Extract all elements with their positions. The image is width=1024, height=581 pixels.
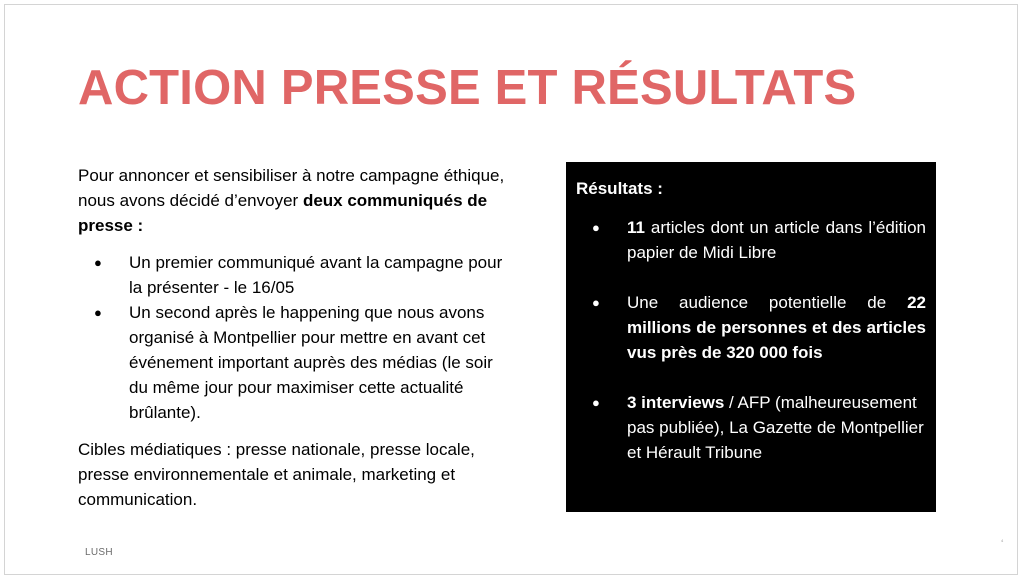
- result-bold-text: 3 interviews: [627, 393, 725, 412]
- slide-title: ACTION PRESSE ET RÉSULTATS: [78, 61, 857, 115]
- result-item: [576, 215, 926, 265]
- footer-brand: LUSH: [85, 547, 113, 558]
- intro-text: Pour annoncer et sensibiliser à notre campagne éthique, nous avons décidé d’envoyer: [78, 166, 505, 210]
- result-text: / AFP (malheureusement pas publiée), La Gazette de Montpellier et Hérault Tribune: [627, 393, 924, 462]
- list-item-text: Un premier communiqué avant la campagne pour la présenter - le 16/05: [129, 253, 503, 297]
- bullet-icon: ●: [592, 220, 600, 235]
- bullet-icon: ●: [592, 295, 600, 310]
- results-title: Résultats :: [576, 179, 663, 198]
- slide: [4, 4, 1018, 575]
- result-text: articles dont un article dans l’édition papier de Midi Libre: [627, 218, 926, 262]
- list-item-text: Un second après le happening que nous avons organisé à Montpellier pour mettre en avant cet événement important auprès des médias (le soir du même jour pour maximiser cette actualité brûlante).: [129, 303, 493, 422]
- intro-paragraph: [78, 163, 508, 238]
- bullet-icon: ●: [592, 395, 600, 410]
- bullet-icon: ●: [94, 255, 102, 270]
- result-item: [576, 390, 926, 465]
- result-text: Une audience potentielle de: [627, 293, 908, 312]
- left-column: [78, 163, 508, 512]
- media-targets-paragraph: Cibles médiatiques : presse nationale, presse locale, presse environnementale et animale, marketing et communication.: [78, 440, 475, 509]
- intro-bold-text: deux communiqués de presse :: [78, 191, 488, 235]
- result-bold-text: 11: [627, 218, 645, 237]
- bullet-icon: ●: [94, 305, 102, 320]
- results-list: [576, 215, 926, 465]
- page-number: 4: [1001, 538, 1004, 543]
- list-item: [78, 300, 508, 425]
- result-bold-text: 22 millions de personnes et des articles vus près de 320 000 fois: [627, 293, 926, 362]
- list-item: [78, 250, 508, 300]
- result-item: [576, 290, 926, 365]
- results-box: [566, 162, 936, 512]
- press-release-list: [78, 250, 508, 425]
